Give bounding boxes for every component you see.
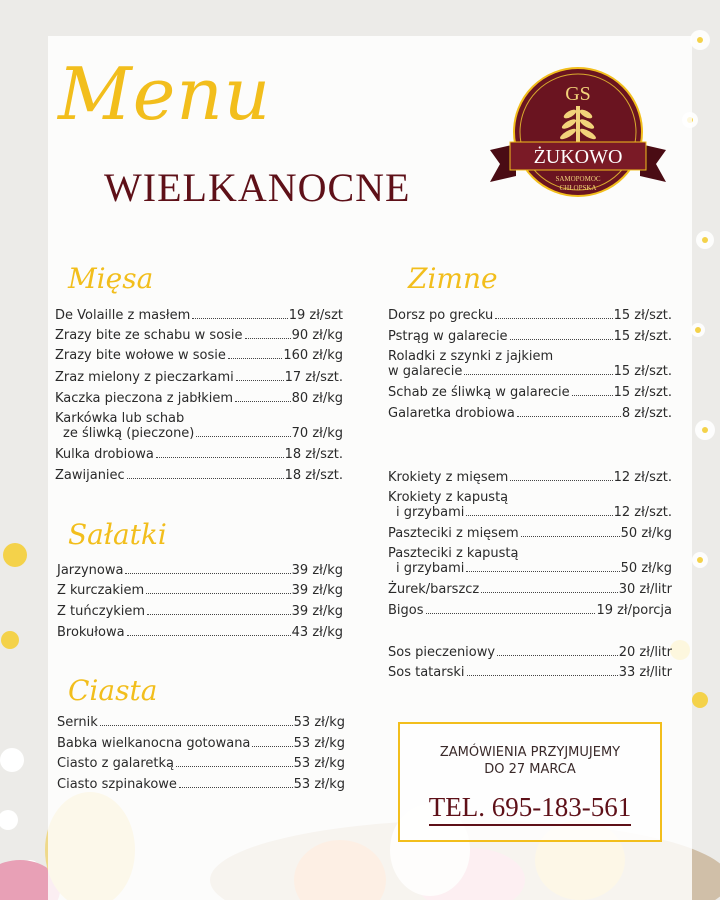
list-item: Babka wielkanocna gotowana 53 zł/kg xyxy=(57,736,345,751)
list-item: Sos tatarski 33 zł/litr xyxy=(388,665,672,680)
list-item: Paszteciki z kapustą i grzybami 50 zł/kg xyxy=(388,546,672,576)
list-item: Sernik 53 zł/kg xyxy=(57,715,345,730)
section-title-salatki: Sałatki xyxy=(68,518,167,551)
list-item: Ciasto z galaretką 53 zł/kg xyxy=(57,756,345,771)
list-item: Zrazy bite ze schabu w sosie 90 zł/kg xyxy=(55,328,343,343)
section-title-ciasta: Ciasta xyxy=(68,674,158,707)
list-item: Z tuńczykiem 39 zł/kg xyxy=(57,604,343,619)
list-item: Paszteciki z mięsem 50 zł/kg xyxy=(388,526,672,541)
order-line-2: DO 27 MARCA xyxy=(484,762,576,777)
section-title-zimne: Zimne xyxy=(408,262,498,295)
list-item: Galaretka drobiowa 8 zł/szt. xyxy=(388,406,672,421)
menu-title: Menu xyxy=(58,52,272,136)
list-item: Karkówka lub schab ze śliwką (pieczone) 70 zł/kg xyxy=(55,411,343,441)
list-item: Schab ze śliwką w galarecie 15 zł/szt. xyxy=(388,385,672,400)
logo-tagline-2: CHŁOPSKA xyxy=(559,184,597,192)
list-item: Zawijaniec 18 zł/szt. xyxy=(55,468,343,483)
list-item: Zraz mielony z pieczarkami 17 zł/szt. xyxy=(55,370,343,385)
list-item: Dorsz po grecku 15 zł/szt. xyxy=(388,308,672,323)
menu-subtitle: WIELKANOCNE xyxy=(104,165,411,210)
list-item: Bigos 19 zł/porcja xyxy=(388,603,672,618)
list-item: Brokułowa 43 zł/kg xyxy=(57,625,343,640)
list-item: De Volaille z masłem 19 zł/szt xyxy=(55,308,343,323)
list-item: Krokiety z mięsem 12 zł/szt. xyxy=(388,470,672,485)
list-item: Jarzynowa 39 zł/kg xyxy=(57,563,343,578)
list-item: Krokiety z kapustą i grzybami 12 zł/szt. xyxy=(388,490,672,520)
logo-tagline-1: SAMOPOMOC xyxy=(555,175,601,183)
list-item: Sos pieczeniowy 20 zł/litr xyxy=(388,645,672,660)
order-box xyxy=(398,722,662,842)
list-item: Zrazy bite wołowe w sosie 160 zł/kg xyxy=(55,348,343,363)
logo-initials: GS xyxy=(565,83,591,105)
list-item: Kulka drobiowa 18 zł/szt. xyxy=(55,447,343,462)
list-item: Żurek/barszcz 30 zł/litr xyxy=(388,582,672,597)
list-item: Z kurczakiem 39 zł/kg xyxy=(57,583,343,598)
list-item: Kaczka pieczona z jabłkiem 80 zł/kg xyxy=(55,391,343,406)
gs-zukowo-logo xyxy=(488,64,668,214)
list-item: Roladki z szynki z jajkiem w galarecie 15 zł/szt. xyxy=(388,349,672,379)
logo-name: ŻUKOWO xyxy=(533,146,623,168)
list-item: Pstrąg w galarecie 15 zł/szt. xyxy=(388,329,672,344)
list-item: Ciasto szpinakowe 53 zł/kg xyxy=(57,777,345,792)
order-line-1: ZAMÓWIENIA PRZYJMUJEMY xyxy=(439,745,621,760)
phone-number[interactable]: TEL. 695-183-561 xyxy=(429,792,631,826)
section-title-miesa: Mięsa xyxy=(68,262,154,295)
